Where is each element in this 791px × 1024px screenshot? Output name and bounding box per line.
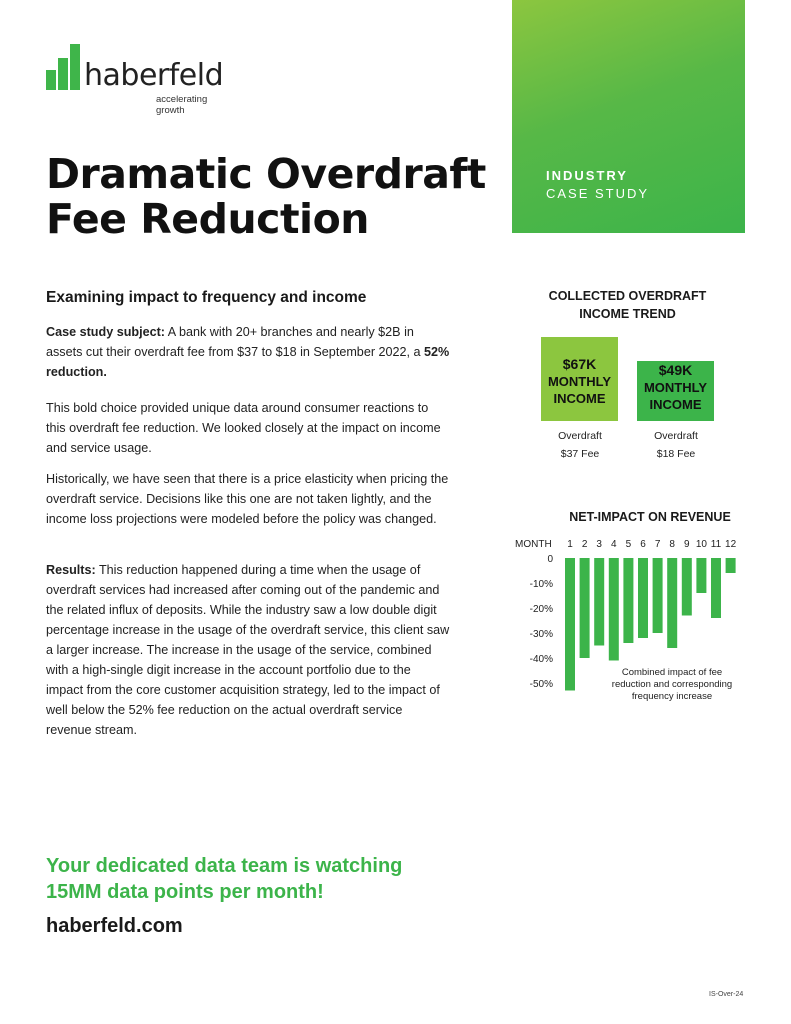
footer-tagline-l1: Your dedicated data team is watching (46, 855, 403, 877)
banner-industry: INDUSTRY (546, 168, 628, 183)
income-box-18-label-2: $18 Fee (656, 448, 696, 460)
income-box-37-l3: INCOME (553, 391, 606, 406)
income-box-18-fee (637, 361, 714, 421)
bar-month-12 (726, 558, 736, 573)
x-tick-label: 3 (596, 539, 602, 550)
income-box-18-value: $49K (658, 362, 693, 378)
x-tick-label: 7 (654, 539, 661, 550)
bar-month-7 (653, 558, 663, 633)
income-box-18-l3: INCOME (649, 397, 702, 412)
bar-month-10 (696, 558, 706, 593)
chart-annotation-line: reduction and corresponding (611, 679, 733, 690)
banner-case-study: CASE STUDY (546, 186, 650, 201)
bar-month-2 (580, 558, 590, 658)
x-axis-label: MONTH (515, 539, 552, 550)
logo-bars-icon (46, 44, 80, 90)
subject-text: A bank with 20+ branches and nearly $2B in assets cut their overdraft fee from $37 to $18 in September 2022, a (46, 325, 425, 359)
case-study-banner (512, 0, 745, 233)
chart-annotation-line: Combined impact of fee (621, 667, 723, 678)
document-code: IS-Over-24 (709, 991, 744, 998)
x-tick-label: 8 (669, 539, 675, 550)
title-line-1: Dramatic Overdraft (46, 150, 486, 198)
logo-tagline: accelerating growth (156, 94, 208, 116)
subject-bold: 52% reduction. (46, 345, 450, 379)
paragraph-results (46, 560, 451, 740)
results-text: This reduction happened during a time when the usage of overdraft services had increased after coming out of the pandemic and the related influx of deposits. While the industry saw a low double digit percentage increase in the usage of the overdraft service, this client saw a larger increase. The increase in the usage of the service, combined with a high-single digit increase in the account portfolio due to the impact from the core customer acquisition strategy, led to the impact of well below the 52% fee reduction on the actual overdraft service revenue stream. (46, 563, 450, 737)
logo-wordmark: haberfeld (84, 58, 224, 93)
x-tick-label: 12 (725, 539, 737, 550)
paragraph-choice: This bold choice provided unique data around consumer reactions to this overdraft fee reduction. We looked closely at the impact on income and service usage. (46, 401, 441, 455)
income-box-37-label-1: Overdraft (558, 430, 602, 442)
title-line-2: Fee Reduction (46, 195, 369, 243)
income-box-37-value: $67K (562, 356, 597, 372)
subject-label: Case study subject: (46, 325, 165, 339)
y-tick-label: -40% (529, 654, 553, 665)
y-tick-label: -30% (529, 629, 553, 640)
x-tick-label: 11 (710, 539, 722, 550)
paragraph-history: Historically, we have seen that there is a price elasticity when pricing the overdraft service. Decisions like this one are not taken lightly, and the income loss projections were modeled before the policy was changed. (46, 472, 449, 526)
x-tick-label: 5 (625, 539, 632, 550)
income-box-18-l2: MONTHLY (643, 380, 708, 395)
bar-month-4 (609, 558, 619, 661)
income-trend-title (520, 287, 735, 323)
page-title (46, 152, 486, 242)
paragraph-subject (46, 322, 451, 382)
bar-month-8 (667, 558, 677, 648)
x-tick-label: 1 (567, 539, 573, 550)
footer-url-link[interactable]: haberfeld.com (46, 915, 183, 937)
income-box-37-l2: MONTHLY (547, 374, 612, 389)
results-label: Results: (46, 563, 96, 577)
bar-month-9 (682, 558, 692, 616)
income-box-18-label (631, 427, 721, 463)
y-tick-label: -10% (529, 579, 553, 590)
x-tick-label: 6 (640, 539, 646, 550)
x-tick-label: 9 (684, 539, 690, 550)
brand-logo (46, 44, 236, 116)
bar-month-5 (623, 558, 633, 643)
x-tick-label: 4 (611, 539, 617, 550)
bar-month-1 (565, 558, 575, 691)
x-tick-label: 10 (695, 539, 707, 550)
income-trend-title-l1: COLLECTED OVERDRAFT (548, 289, 707, 303)
section-subtitle: Examining impact to frequency and income (46, 289, 367, 306)
chart-annotation-line: frequency increase (631, 691, 713, 702)
net-impact-chart (505, 530, 755, 705)
footer-tagline (46, 853, 402, 905)
bar-month-3 (594, 558, 604, 646)
bar-month-6 (638, 558, 648, 638)
income-box-37-label-2: $37 Fee (560, 448, 600, 460)
income-box-37-fee (541, 337, 618, 421)
income-box-18-label-1: Overdraft (654, 430, 698, 442)
bar-month-11 (711, 558, 721, 618)
y-tick-label: -20% (529, 604, 553, 615)
footer-tagline-l2: 15MM data points per month! (46, 881, 324, 903)
y-tick-label: 0 (547, 554, 553, 565)
x-tick-label: 2 (581, 539, 588, 550)
income-box-37-label (535, 427, 625, 463)
income-trend-title-l2: INCOME TREND (579, 307, 676, 321)
chart-title: NET-IMPACT ON REVENUE (569, 510, 731, 524)
y-tick-label: -50% (529, 679, 553, 690)
